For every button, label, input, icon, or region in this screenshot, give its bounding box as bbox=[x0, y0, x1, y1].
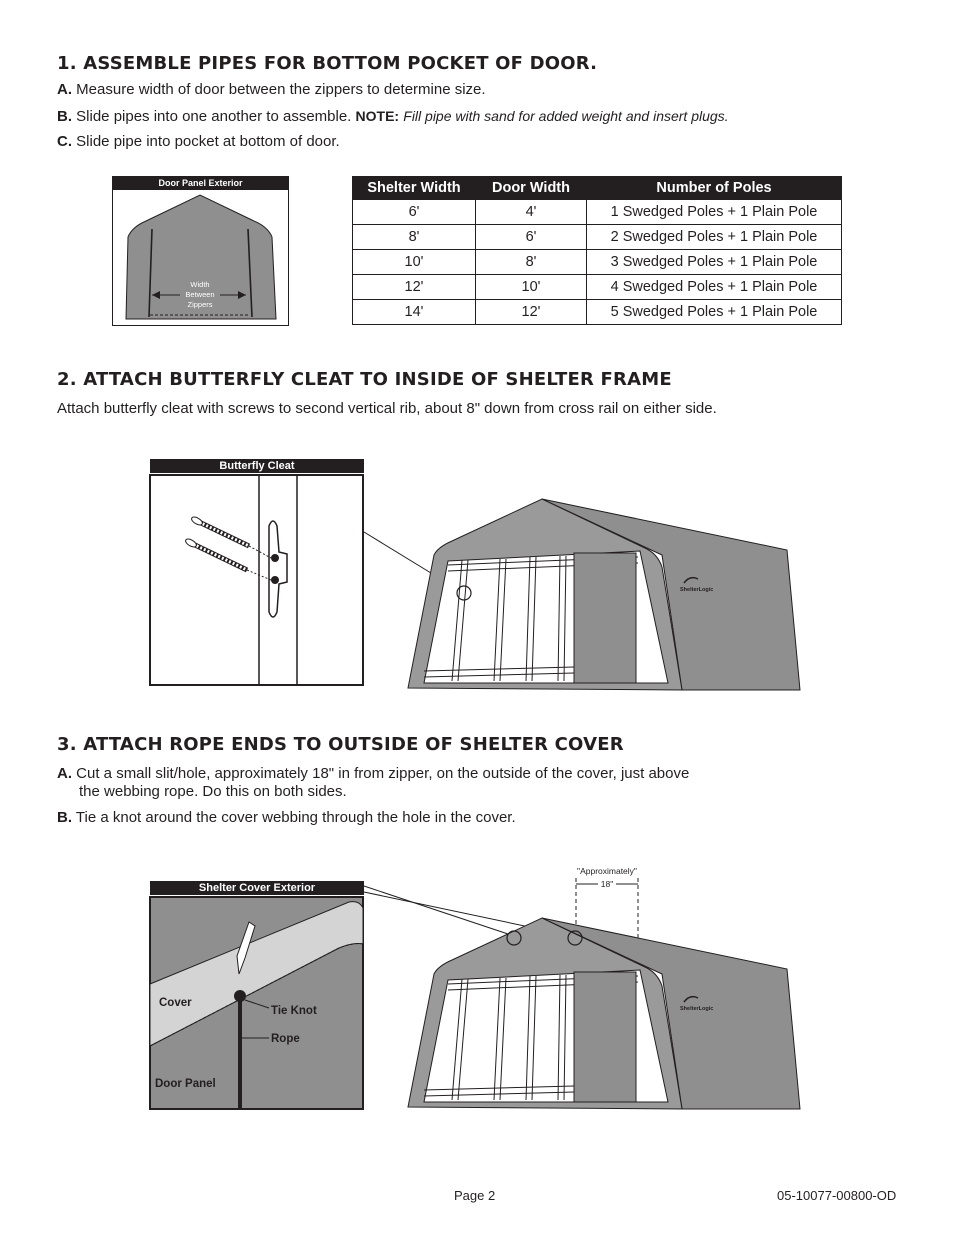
shelter-illustration-1 bbox=[362, 495, 802, 695]
col-shelter-width: Shelter Width bbox=[353, 177, 476, 200]
rope-label: Rope bbox=[271, 1033, 300, 1045]
table-row bbox=[353, 200, 842, 225]
width-label-line3: Zippers bbox=[187, 300, 213, 309]
step-letter: B. bbox=[57, 108, 72, 125]
door-panel-figure bbox=[112, 189, 289, 327]
cell-door-width: 10' bbox=[476, 275, 587, 300]
step-1b bbox=[57, 107, 729, 126]
step-text: Slide pipe into pocket at bottom of door. bbox=[76, 133, 340, 150]
note-label: NOTE: bbox=[355, 108, 400, 124]
step-letter: A. bbox=[57, 765, 72, 782]
cover-label: Cover bbox=[159, 997, 192, 1009]
step-text: Tie a knot around the cover webbing through the hole in the cover. bbox=[75, 809, 516, 826]
shelter-cover-figure-title: Shelter Cover Exterior bbox=[150, 881, 364, 895]
step-1a bbox=[57, 81, 486, 99]
poles-table bbox=[352, 176, 842, 325]
step-text: Measure width of door between the zippers to determine size. bbox=[76, 81, 486, 98]
step-3b bbox=[57, 809, 516, 827]
section2-text: Attach butterfly cleat with screws to second vertical rib, about 8" down from cross rail on either side. bbox=[57, 400, 717, 417]
butterfly-cleat-figure-title: Butterfly Cleat bbox=[150, 459, 364, 473]
step-letter: B. bbox=[57, 809, 72, 826]
cell-poles: 3 Swedged Poles + 1 Plain Pole bbox=[587, 250, 842, 275]
door-panel-label: Door Panel bbox=[155, 1078, 216, 1090]
cell-door-width: 4' bbox=[476, 200, 587, 225]
step-letter: C. bbox=[57, 133, 72, 150]
col-door-width: Door Width bbox=[476, 177, 587, 200]
door-panel-figure-title: Door Panel Exterior bbox=[112, 176, 289, 190]
brand-logo: ShelterLogic bbox=[680, 587, 714, 593]
brand-logo: ShelterLogic bbox=[680, 1006, 714, 1012]
cell-door-width: 6' bbox=[476, 225, 587, 250]
step-text: Slide pipes into one another to assemble. bbox=[76, 108, 352, 125]
dimension-line1: "Approximately" bbox=[577, 866, 637, 876]
cell-shelter-width: 14' bbox=[353, 300, 476, 325]
cell-shelter-width: 10' bbox=[353, 250, 476, 275]
cell-shelter-width: 12' bbox=[353, 275, 476, 300]
col-number-of-poles: Number of Poles bbox=[587, 177, 842, 200]
cell-shelter-width: 6' bbox=[353, 200, 476, 225]
table-header-row bbox=[353, 177, 842, 200]
section2-heading: 2. ATTACH BUTTERFLY CLEAT TO INSIDE OF SHELTER FRAME bbox=[57, 369, 672, 390]
cell-shelter-width: 8' bbox=[353, 225, 476, 250]
step-text: Cut a small slit/hole, approximately 18" in from zipper, on the outside of the cover, just above bbox=[76, 765, 690, 782]
cell-poles: 1 Swedged Poles + 1 Plain Pole bbox=[587, 200, 842, 225]
shelter-cover-figure bbox=[149, 896, 365, 1111]
step-1c bbox=[57, 133, 340, 151]
cell-poles: 5 Swedged Poles + 1 Plain Pole bbox=[587, 300, 842, 325]
table-row bbox=[353, 300, 842, 325]
section3-heading: 3. ATTACH ROPE ENDS TO OUTSIDE OF SHELTER COVER bbox=[57, 734, 624, 755]
table-row bbox=[353, 225, 842, 250]
table-row bbox=[353, 275, 842, 300]
tie-knot-label: Tie Knot bbox=[271, 1005, 317, 1017]
page-number: Page 2 bbox=[454, 1188, 496, 1203]
width-label-line2: Between bbox=[185, 290, 215, 299]
cell-door-width: 12' bbox=[476, 300, 587, 325]
dimension-line2: 18" bbox=[600, 879, 614, 889]
document-number: 05-10077-00800-OD bbox=[777, 1188, 897, 1203]
section1-heading: 1. ASSEMBLE PIPES FOR BOTTOM POCKET OF DOOR. bbox=[57, 53, 598, 74]
shelter-illustration-2 bbox=[362, 884, 802, 1114]
note-text: Fill pipe with sand for added weight and insert plugs. bbox=[403, 108, 729, 124]
cell-door-width: 8' bbox=[476, 250, 587, 275]
butterfly-cleat-figure bbox=[149, 474, 365, 688]
step-letter: A. bbox=[57, 81, 72, 98]
table-row bbox=[353, 250, 842, 275]
cell-poles: 4 Swedged Poles + 1 Plain Pole bbox=[587, 275, 842, 300]
width-label-line1: Width bbox=[190, 280, 210, 289]
step-3a-continued: the webbing rope. Do this on both sides. bbox=[79, 783, 347, 800]
step-3a bbox=[57, 765, 689, 783]
cell-poles: 2 Swedged Poles + 1 Plain Pole bbox=[587, 225, 842, 250]
